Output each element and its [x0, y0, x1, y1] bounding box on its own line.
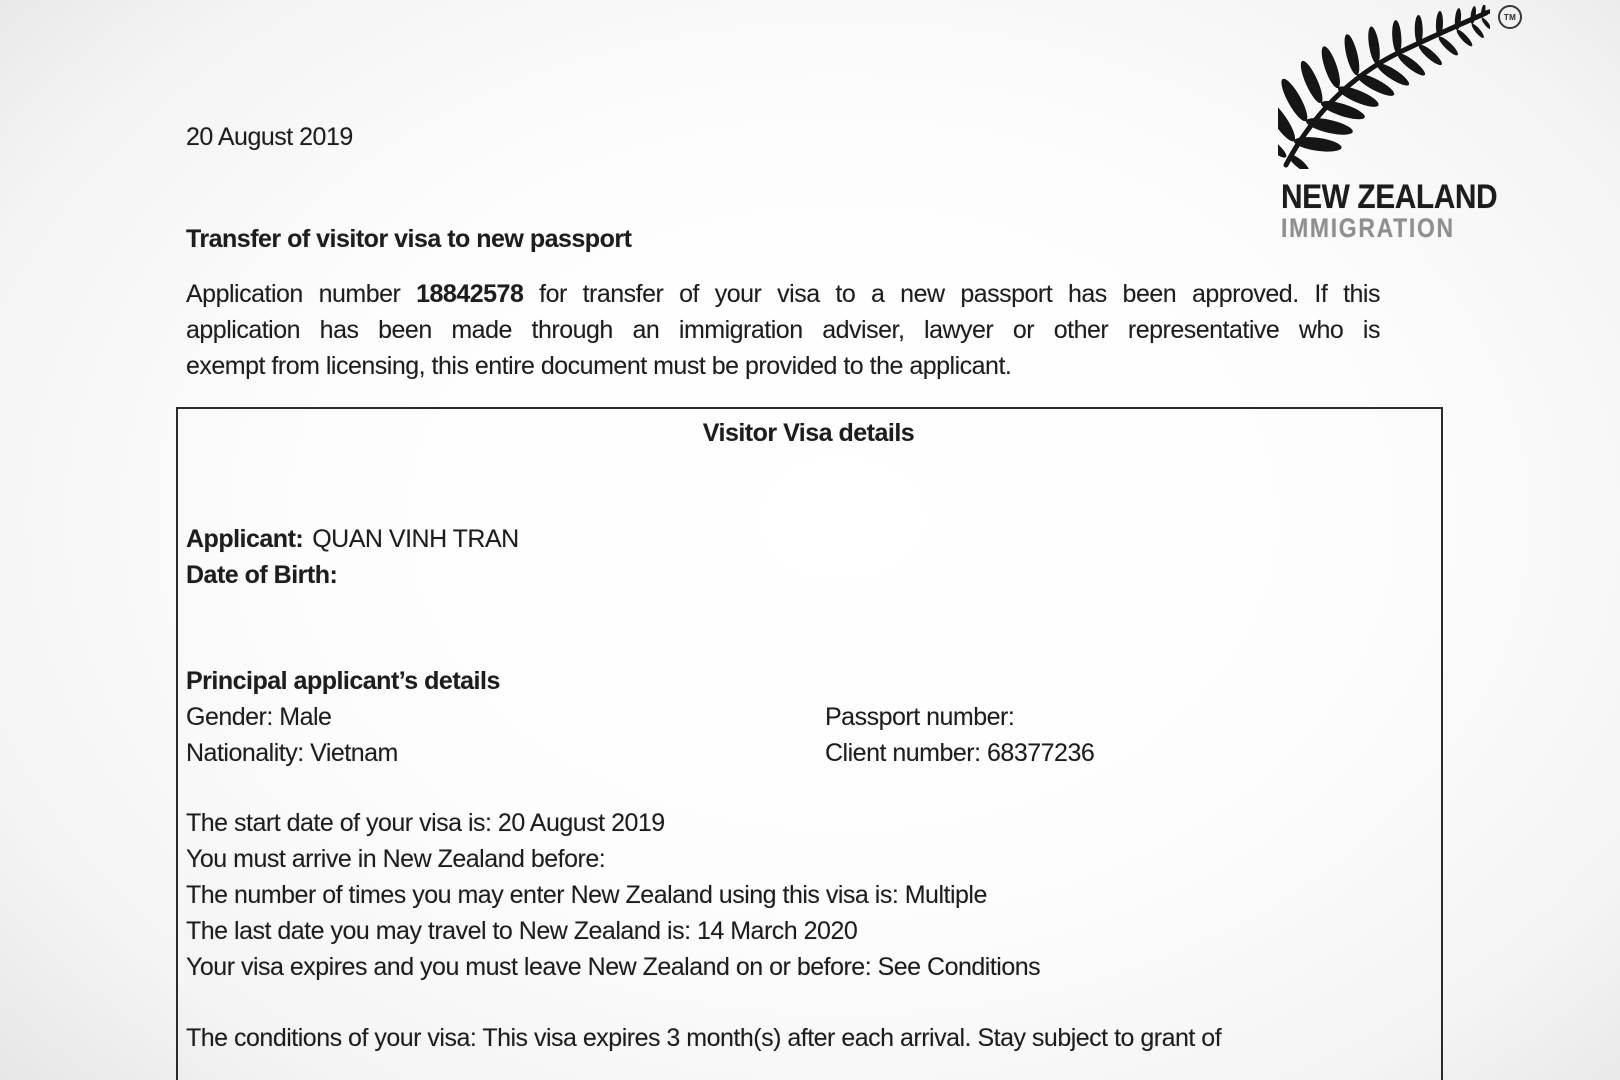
last-travel-date-line: The last date you may travel to New Zealand is: 14 March 2020	[186, 917, 858, 945]
nationality-client-row	[186, 735, 1431, 771]
gender-passport-row	[186, 699, 1431, 735]
applicant-name: QUAN VINH TRAN	[312, 525, 519, 553]
trademark-icon	[1498, 5, 1522, 29]
letter-heading: Transfer of visitor visa to new passport	[186, 225, 632, 253]
silver-fern-icon	[1278, 5, 1490, 169]
expiry-line: Your visa expires and you must leave New Zealand on or before: See Conditions	[186, 953, 1041, 981]
logo-text-immigration: IMMIGRATION	[1281, 213, 1455, 243]
visitor-visa-details-box	[176, 407, 1443, 1080]
application-number: 18842578	[416, 280, 524, 308]
applicant-row	[186, 521, 1431, 557]
intro-paragraph	[186, 276, 1380, 384]
intro-line-2: application has been made through an immigration adviser, lawyer or other representative who is	[186, 316, 1380, 344]
logo-text-new-zealand: NEW ZEALAND	[1281, 178, 1498, 216]
date-of-birth-row	[186, 557, 1431, 593]
conditions-line: The conditions of your visa: This visa expires 3 month(s) after each arrival. Stay subject to grant of	[186, 1024, 1222, 1052]
letter-date: 20 August 2019	[186, 123, 353, 151]
passport-number-value: Passport number:	[825, 703, 1015, 731]
principal-details-heading: Principal applicant’s details	[186, 667, 500, 695]
client-number-value: Client number: 68377236	[825, 739, 1095, 767]
gender-value: Gender: Male	[186, 703, 332, 731]
visa-box-title: Visitor Visa details	[702, 419, 915, 447]
applicant-label: Applicant:	[186, 525, 304, 553]
intro-line-1-pre: Application number	[186, 280, 417, 308]
trademark-text: TM	[1503, 12, 1517, 22]
visa-start-date-line: The start date of your visa is: 20 August 2019	[186, 809, 665, 837]
nationality-value: Nationality: Vietnam	[186, 739, 398, 767]
date-of-birth-label: Date of Birth:	[186, 561, 338, 589]
intro-line-1	[186, 276, 1380, 312]
intro-line-3: exempt from licensing, this entire document must be provided to the applicant.	[186, 352, 1012, 380]
intro-line-1-post: for transfer of your visa to a new passport has been approved. If this	[523, 280, 1380, 308]
arrive-before-line: You must arrive in New Zealand before:	[186, 845, 606, 873]
entries-line: The number of times you may enter New Zealand using this visa is: Multiple	[186, 881, 987, 909]
